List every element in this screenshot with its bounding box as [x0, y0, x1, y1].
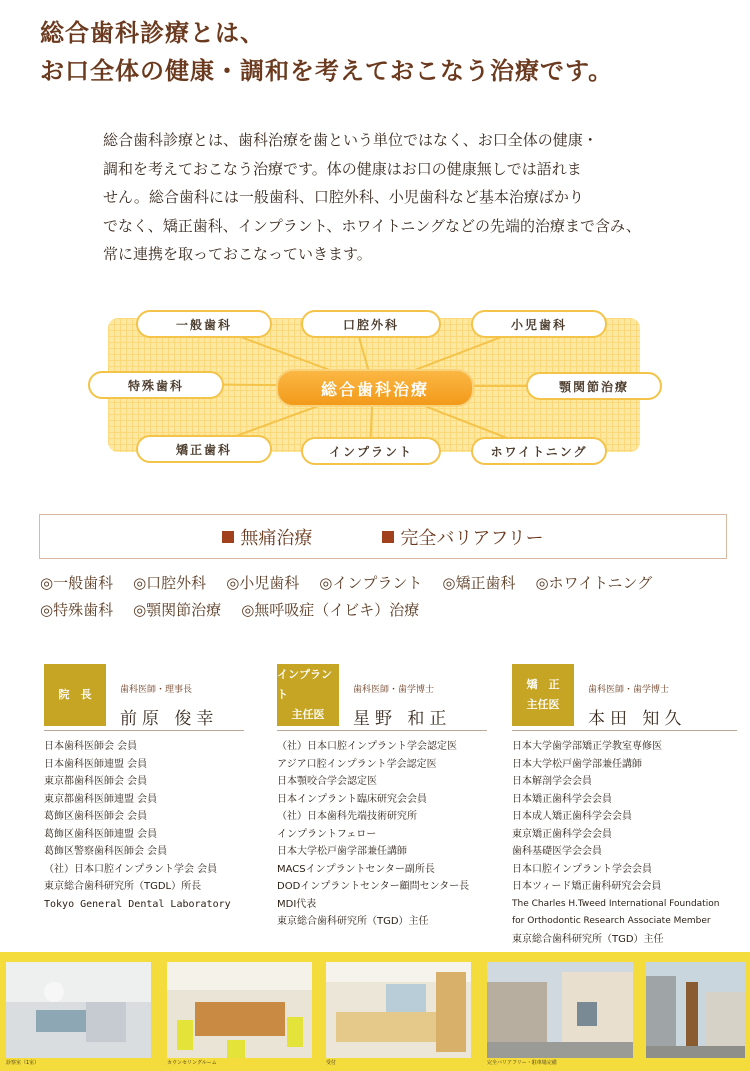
- heading-line-1: 総合歯科診療とは、: [40, 19, 265, 47]
- credential-item: （社）日本口腔インプラント学会 会員: [44, 863, 218, 875]
- credential-item: 日本解剖学会会員: [512, 776, 592, 787]
- credential-item: 日本顎咬合学会認定医: [277, 776, 377, 787]
- credential-item: 葛飾区歯科医師連盟 会員: [44, 828, 158, 840]
- department-list: [40, 570, 740, 624]
- building-exterior-image: [487, 962, 633, 1058]
- department-item: ◎顎関節治療: [133, 601, 222, 619]
- credential-item: （社）日本口腔インプラント学会認定医: [277, 741, 457, 752]
- credential-item: （社）日本歯科先端技術研究所: [277, 811, 417, 822]
- credential-item: 日本大学松戸歯学部兼任講師: [277, 846, 407, 857]
- doctor-title: 歯科医師・歯学博士: [588, 685, 670, 695]
- credential-item: 日本大学松戸歯学部兼任講師: [512, 758, 642, 770]
- node-general-dentistry: 一般歯科: [136, 310, 272, 338]
- credential-item: 東京矯正歯科学会会員: [512, 828, 612, 840]
- credential-item: 東京総合歯科研究所（TGD）主任: [277, 916, 429, 927]
- intro-line: せん。総合歯科には一般歯科、口腔外科、小児歯科など基本治療ばかり: [103, 188, 584, 206]
- photo-building-exterior: [487, 962, 633, 1058]
- treatment-room-image: [6, 962, 151, 1058]
- credential-item: 日本インプラント臨床研究会会員: [277, 793, 427, 805]
- reception-image: [326, 962, 471, 1058]
- square-bullet-icon: [382, 531, 394, 543]
- intro-line: 常に連携を取っておこなっていきます。: [103, 245, 372, 263]
- doctor-title: 歯科医師・歯学博士: [353, 685, 435, 695]
- features-box: [39, 514, 727, 559]
- department-item: ◎無呼吸症（イビキ）治療: [241, 601, 420, 619]
- doctor-role-badge: [44, 664, 106, 726]
- credential-item: MDI代表: [277, 898, 317, 910]
- department-item: ◎特殊歯科: [40, 601, 114, 619]
- feature-item: [382, 524, 543, 550]
- street-view-image: [646, 962, 745, 1058]
- department-row: [40, 597, 740, 624]
- divider: [277, 730, 487, 731]
- department-item: ◎口腔外科: [133, 574, 207, 592]
- node-comprehensive-treatment: 総合歯科治療: [276, 369, 474, 407]
- doctor-name: 星野 和正: [353, 709, 452, 729]
- department-item: ◎矯正歯科: [442, 574, 516, 592]
- badge-line: 主任医: [526, 698, 560, 711]
- photo-caption: 診察室（1室）: [6, 1060, 40, 1066]
- credential-item: 日本歯科医師連盟 会員: [44, 758, 148, 770]
- badge-line: 院 長: [58, 688, 92, 701]
- credential-item: 日本歯科医師会 会員: [44, 741, 138, 752]
- doctor-name: 本田 知久: [588, 709, 687, 729]
- page-heading: [40, 14, 613, 90]
- department-item: ◎ホワイトニング: [535, 574, 653, 592]
- credential-item: 日本口腔インプラント学会会員: [512, 863, 652, 875]
- intro-line: 調和を考えておこなう治療です。体の健康はお口の健康無しでは語れま: [103, 159, 582, 178]
- node-special-dentistry: 特殊歯科: [88, 371, 224, 399]
- photo-caption: 完全バリアフリー・駐車場完備: [487, 1060, 557, 1066]
- intro-paragraph: [103, 126, 663, 269]
- credential-item: 日本ツィード矯正歯科研究会会員: [512, 881, 662, 892]
- department-item: ◎一般歯科: [40, 574, 114, 592]
- divider: [44, 730, 244, 731]
- department-row: [40, 570, 740, 597]
- credential-item: 日本大学歯学部矯正学教室専修医: [512, 741, 662, 752]
- photo-caption: 受付: [326, 1060, 337, 1066]
- divider: [512, 730, 737, 731]
- feature-item: [222, 524, 312, 550]
- feature-label: 無痛治療: [240, 527, 313, 549]
- badge-line: 主任医: [291, 708, 325, 721]
- doctor-credentials: [512, 738, 719, 948]
- credential-item: 日本矯正歯科学会会員: [512, 793, 612, 805]
- node-whitening: ホワイトニング: [471, 437, 607, 465]
- credential-item: 東京総合歯科研究所（TGD）主任: [512, 933, 664, 945]
- department-item: ◎小児歯科: [226, 574, 300, 592]
- heading-line-2: お口全体の健康・調和を考えておこなう治療です。: [40, 57, 614, 85]
- intro-line: 総合歯科診療とは、歯科治療を歯という単位ではなく、お口全体の健康・: [103, 131, 598, 149]
- doctor-name: 前原 俊幸: [120, 709, 219, 729]
- credential-item: 葛飾区警察歯科医師会 会員: [44, 846, 168, 857]
- intro-line: でなく、矯正歯科、インプラント、ホワイトニングなどの先端的治療まで含み、: [103, 216, 641, 235]
- credential-item: MACSインプラントセンター副所長: [277, 863, 435, 875]
- department-item: ◎インプラント: [319, 574, 423, 592]
- node-implant: インプラント: [301, 437, 441, 465]
- feature-label: 完全バリアフリー: [400, 527, 544, 549]
- badge-line: インプラント: [277, 668, 332, 701]
- photo-reception: [326, 962, 471, 1058]
- credential-item: for Orthodontic Research Associate Member: [512, 916, 711, 926]
- credential-item: The Charles H.Tweed International Foundation: [512, 898, 720, 909]
- credential-item: DODインプラントセンター顧問センター長: [277, 881, 470, 892]
- node-tmj-treatment: 顎関節治療: [526, 372, 662, 400]
- photo-street-view: [646, 962, 745, 1058]
- credential-item: アジア口腔インプラント学会認定医: [277, 758, 437, 770]
- doctor-role-badge: [277, 664, 339, 726]
- credential-item: 東京総合歯科研究所（TGDL）所長: [44, 881, 202, 892]
- doctor-role-badge: [512, 664, 574, 726]
- doctor-title: 歯科医師・理事長: [120, 685, 193, 695]
- counseling-room-image: [167, 962, 312, 1058]
- doctor-credentials: [44, 738, 231, 913]
- credential-item: インプラントフェロー: [277, 828, 377, 840]
- doctor-credentials: [277, 738, 469, 931]
- credential-item: 東京都歯科医師連盟 会員: [44, 793, 158, 805]
- credential-item: 歯科基礎医学会会員: [512, 846, 602, 857]
- badge-line: 矯 正: [526, 678, 560, 691]
- credential-item: 日本成人矯正歯科学会会員: [512, 811, 632, 822]
- photo-caption: カウンセリングルーム: [167, 1060, 217, 1066]
- square-bullet-icon: [222, 531, 234, 543]
- photo-counseling-room: [167, 962, 312, 1058]
- node-orthodontics: 矯正歯科: [136, 435, 272, 463]
- credential-item: Tokyo General Dental Laboratory: [44, 898, 231, 910]
- credential-item: 東京都歯科医師会 会員: [44, 776, 148, 787]
- photo-treatment-room: [6, 962, 151, 1058]
- node-oral-surgery: 口腔外科: [301, 310, 441, 338]
- node-pediatric-dentistry: 小児歯科: [471, 310, 607, 338]
- credential-item: 葛飾区歯科医師会 会員: [44, 811, 148, 822]
